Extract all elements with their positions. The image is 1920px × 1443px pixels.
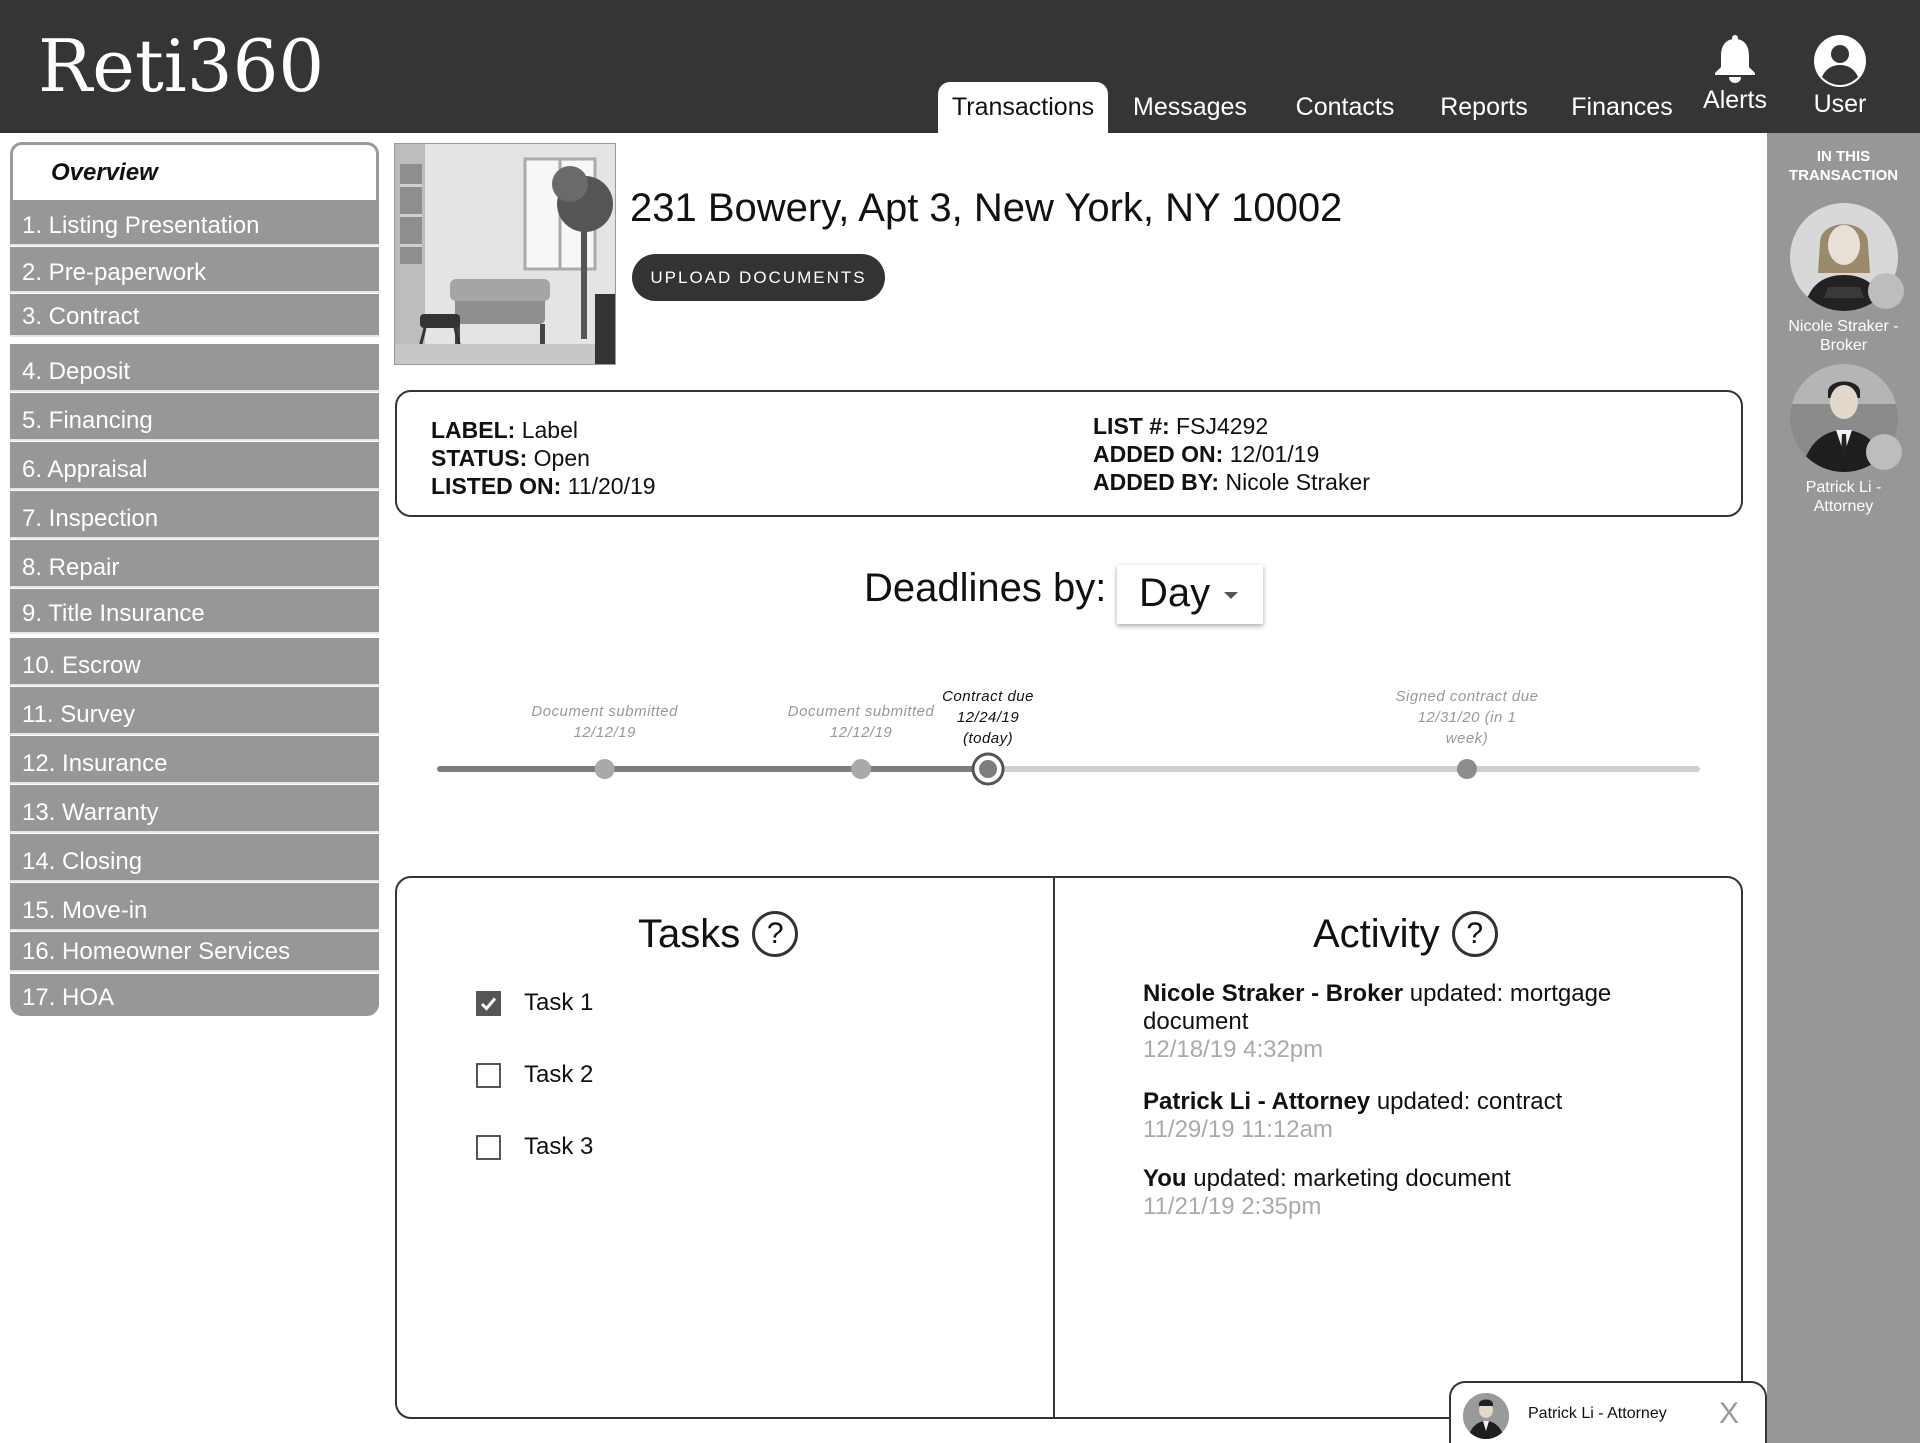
task-checkbox[interactable] xyxy=(476,1135,501,1160)
participants-panel xyxy=(1767,133,1920,1443)
participants-title-line2: TRANSACTION xyxy=(1788,167,1899,184)
sidebar-item-inspection[interactable]: 7. Inspection xyxy=(10,491,379,539)
participant-role: Attorney xyxy=(1813,498,1874,515)
sidebar-item-pre-paperwork[interactable]: 2. Pre-paperwork xyxy=(10,247,379,293)
status-key: STATUS: xyxy=(431,445,528,471)
tasks-header xyxy=(638,911,798,957)
task-label: Task 2 xyxy=(524,1061,594,1088)
chat-contact-name: Patrick Li - Attorney xyxy=(1528,1405,1667,1422)
sidebar-item-move-in[interactable]: 15. Move-in xyxy=(10,883,379,931)
activity-text xyxy=(1143,980,1663,1036)
participant-nicole-straker[interactable] xyxy=(1767,203,1920,355)
activity-action: updated: contract xyxy=(1370,1088,1563,1115)
tab-reports[interactable]: Reports xyxy=(1440,93,1528,121)
milestone-title: Contract due xyxy=(942,688,1034,705)
activity-header xyxy=(1313,911,1498,957)
deadlines-selected-value: Day xyxy=(1139,571,1211,615)
timeline-milestone-label xyxy=(1367,686,1567,749)
participants-title xyxy=(1767,147,1920,185)
sidebar-item-homeowner-services[interactable]: 16. Homeowner Services xyxy=(10,932,379,972)
sidebar-item-closing[interactable]: 14. Closing xyxy=(10,834,379,882)
milestone-date: 12/31/20 (in 1 xyxy=(1417,709,1517,726)
activity-entry xyxy=(1143,1165,1663,1221)
tasks-help-icon[interactable]: ? xyxy=(752,911,798,957)
activity-text xyxy=(1143,1088,1663,1116)
activity-actor[interactable]: Nicole Straker - Broker xyxy=(1143,980,1404,1007)
timeline-milestone-label xyxy=(505,701,705,743)
activity-action: updated: marketing document xyxy=(1186,1165,1511,1192)
timeline-milestone-label xyxy=(888,686,1088,749)
sidebar-item-warranty[interactable]: 13. Warranty xyxy=(10,785,379,833)
activity-entry xyxy=(1143,1088,1663,1144)
alerts-label: Alerts xyxy=(1703,86,1767,114)
list-number-value: FSJ4292 xyxy=(1169,413,1269,439)
task-label: Task 3 xyxy=(524,1133,594,1160)
listed-value: 11/20/19 xyxy=(561,473,656,499)
sidebar-item-title-insurance[interactable]: 9. Title Insurance xyxy=(10,589,379,634)
participants-title-line1: IN THIS xyxy=(1816,148,1871,165)
presence-indicator xyxy=(1866,434,1902,470)
panel-divider xyxy=(1053,876,1055,1419)
task-checkbox[interactable] xyxy=(476,1063,501,1088)
added-on-key: ADDED ON: xyxy=(1093,441,1224,467)
activity-actor[interactable]: Patrick Li - Attorney xyxy=(1143,1088,1371,1115)
milestone-title: Signed contract due xyxy=(1395,688,1539,705)
activity-help-icon[interactable]: ? xyxy=(1452,911,1498,957)
upload-documents-button[interactable]: UPLOAD DOCUMENTS xyxy=(632,254,885,301)
tab-finances[interactable]: Finances xyxy=(1571,93,1673,121)
milestone-note: week) xyxy=(1445,730,1489,747)
sidebar-item-listing-presentation[interactable]: 1. Listing Presentation xyxy=(10,200,379,246)
tab-transactions[interactable]: Transactions xyxy=(938,82,1108,133)
activity-actor: You xyxy=(1143,1165,1187,1192)
participant-role: Broker xyxy=(1819,337,1868,354)
task-item[interactable] xyxy=(476,989,593,1017)
presence-indicator xyxy=(1868,273,1904,309)
deadlines-label: Deadlines by: xyxy=(864,566,1107,610)
activity-timestamp: 12/18/19 4:32pm xyxy=(1143,1036,1324,1063)
sidebar-item-escrow[interactable]: 10. Escrow xyxy=(10,638,379,686)
status-value: Open xyxy=(527,445,590,471)
task-label: Task 1 xyxy=(524,989,594,1016)
participant-name: Nicole Straker - xyxy=(1788,318,1899,335)
tab-messages[interactable]: Messages xyxy=(1133,93,1247,121)
task-item[interactable] xyxy=(476,1133,593,1161)
milestone-title: Document submitted xyxy=(531,703,678,720)
close-icon[interactable]: X xyxy=(1719,1397,1740,1430)
task-item[interactable] xyxy=(476,1061,593,1089)
sidebar-item-survey[interactable]: 11. Survey xyxy=(10,687,379,735)
sidebar-item-financing[interactable]: 5. Financing xyxy=(10,393,379,441)
activity-timestamp: 11/21/19 2:35pm xyxy=(1143,1193,1322,1220)
property-address: 231 Bowery, Apt 3, New York, NY 10002 xyxy=(630,186,1343,230)
milestone-note: (today) xyxy=(962,730,1014,747)
participant-patrick-li[interactable] xyxy=(1767,364,1920,516)
sidebar-item-insurance[interactable]: 12. Insurance xyxy=(10,736,379,784)
activity-timestamp: 11/29/19 11:12am xyxy=(1143,1116,1333,1143)
listed-key: LISTED ON: xyxy=(431,473,562,499)
added-on-value: 12/01/19 xyxy=(1223,441,1320,467)
activity-title: Activity xyxy=(1313,911,1440,956)
activity-action: updated: mortgage document xyxy=(1143,980,1612,1035)
chat-window[interactable] xyxy=(1449,1381,1767,1443)
participant-name: Patrick Li - xyxy=(1805,479,1882,496)
milestone-title: Document submitted xyxy=(787,703,935,720)
app-logo[interactable]: Reti360 xyxy=(38,24,325,108)
timeline-current-dot xyxy=(979,760,997,778)
label-key: LABEL: xyxy=(431,417,516,443)
timeline-milestone-marker[interactable] xyxy=(595,759,615,779)
sidebar-item-overview[interactable]: Overview xyxy=(10,142,379,200)
list-number-key: LIST #: xyxy=(1093,413,1170,439)
tasks-title: Tasks xyxy=(638,911,741,956)
milestone-date: 12/12/19 xyxy=(573,724,636,741)
activity-text xyxy=(1143,1165,1663,1193)
timeline-milestone-marker[interactable] xyxy=(851,759,871,779)
chat-avatar xyxy=(1463,1393,1509,1439)
added-by-value: Nicole Straker xyxy=(1219,469,1370,495)
label-value: Label xyxy=(515,417,578,443)
checkmark-icon xyxy=(479,994,498,1013)
sidebar-item-hoa[interactable]: 17. HOA xyxy=(10,974,379,1016)
sidebar-item-repair[interactable]: 8. Repair xyxy=(10,540,379,588)
activity-entry xyxy=(1143,980,1663,1064)
sidebar-item-deposit[interactable]: 4. Deposit xyxy=(10,344,379,392)
milestone-date: 12/12/19 xyxy=(829,724,893,741)
sidebar-item-appraisal[interactable]: 6. Appraisal xyxy=(10,442,379,490)
sidebar-item-contract[interactable]: 3. Contract xyxy=(10,294,379,337)
milestone-date: 12/24/19 xyxy=(956,709,1020,726)
user-label: User xyxy=(1813,90,1867,118)
tasks-activity-card xyxy=(395,876,1743,1419)
added-by-key: ADDED BY: xyxy=(1093,469,1220,495)
tab-contacts[interactable]: Contacts xyxy=(1295,93,1395,121)
task-checkbox[interactable] xyxy=(476,991,501,1016)
timeline-milestone-marker[interactable] xyxy=(1457,759,1477,779)
